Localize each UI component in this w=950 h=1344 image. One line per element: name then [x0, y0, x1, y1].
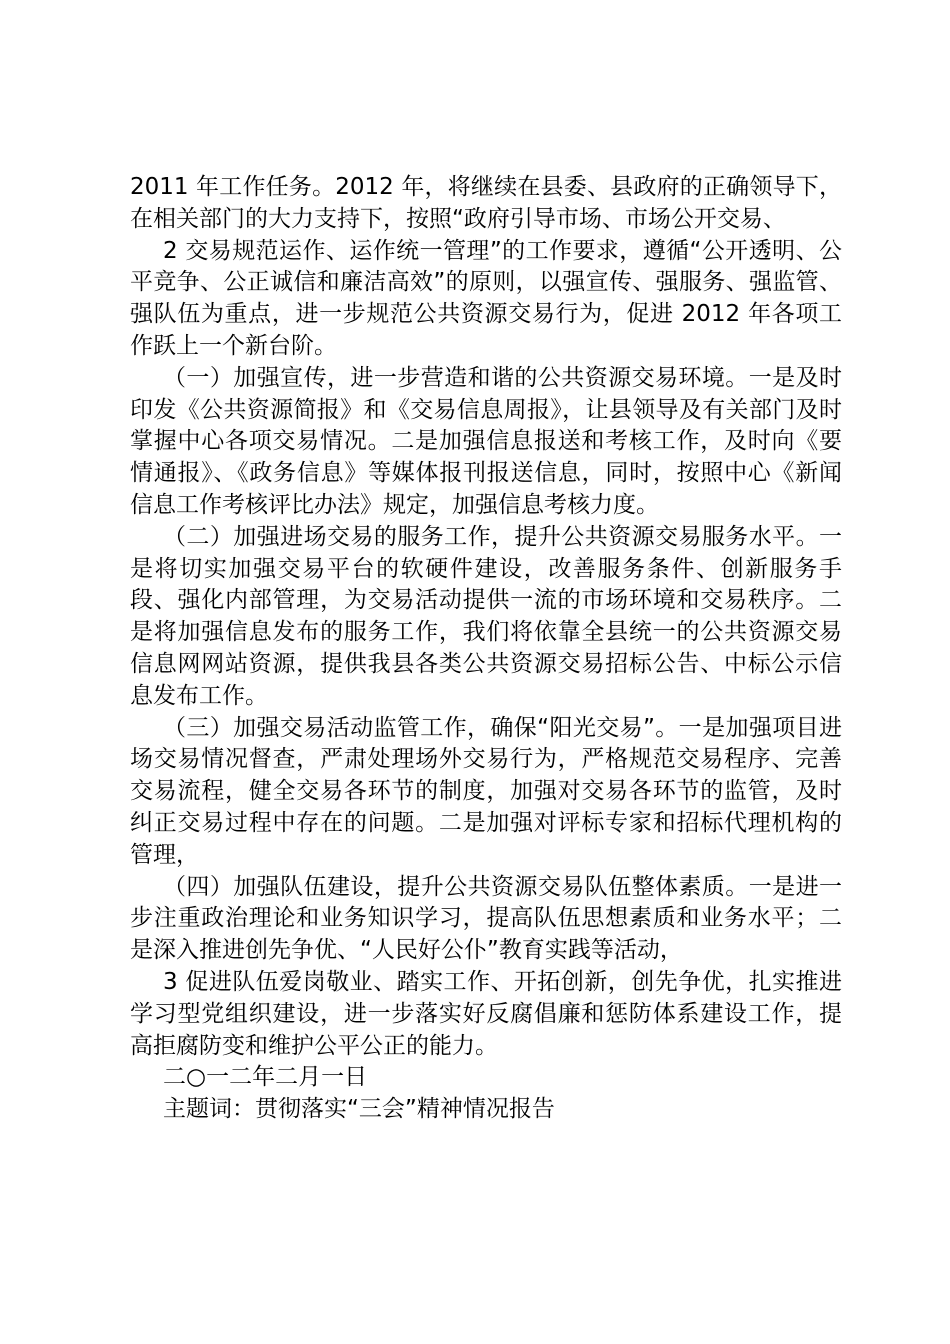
document-body: [130, 172, 842, 1126]
paragraph-section-one: （一）加强宣传，进一步营造和谐的公共资源交易环境。一是及时印发《公共资源简报》和《交易信息周报》，让县领导及有关部门及时掌握中心各项交易情况。二是加强信息报送和考核工作，及时向《要情通报》、《政务信息》等媒体报刊报送信息，同时，按照中心《新闻信息工作考核评比办法》规定，加强信息考核力度。: [130, 364, 842, 518]
document-keywords: 主题词：贯彻落实“三会”精神情况报告: [163, 1096, 555, 1123]
paragraph-team-building: 3 促进队伍爱岗敬业、踏实工作、开拓创新，创先争优，扎实推进学习型党组织建设，进一步落实好反腐倡廉和惩防体系建设工作，提高拒腐防变和维护公平公正的能力。: [130, 968, 842, 1059]
paragraph-work-requirements: 2 交易规范运作、运作统一管理”的工作要求，遵循“公开透明、公平竞争、公正诚信和廉洁高效”的原则，以强宣传、强服务、强监管、强队伍为重点，进一步规范公共资源交易行为，促进 2012 年各项工作跃上一个新台阶。: [130, 237, 842, 359]
paragraph-intro: 2011 年工作任务。2012 年，将继续在县委、县政府的正确领导下，在相关部门的大力支持下，按照“政府引导市场、市场公开交易、: [130, 174, 842, 232]
paragraph-section-two: （二）加强进场交易的服务工作，提升公共资源交易服务水平。一是将切实加强交易平台的软硬件建设，改善服务条件、创新服务手段、强化内部管理，为交易活动提供一流的市场环境和交易秩序。二是将加强信息发布的服务工作，我们将依靠全县统一的公共资源交易信息网网站资源，提供我县各类公共资源交易招标公告、中标公示信息发布工作。: [130, 523, 842, 709]
document-date: 二○一二年二月一日: [163, 1064, 368, 1091]
paragraph-section-three: （三）加强交易活动监管工作，确保“阳光交易”。一是加强项目进场交易情况督查，严肃处理场外交易行为，严格规范交易程序、完善交易流程，健全交易各环节的制度，加强对交易各环节的监管，及时纠正交易过程中存在的问题。二是加强对评标专家和招标代理机构的管理，: [130, 714, 842, 868]
paragraph-section-four: （四）加强队伍建设，提升公共资源交易队伍整体素质。一是进一步注重政治理论和业务知识学习，提高队伍思想素质和业务水平；二是深入推进创先争优、“人民好公仆”教育实践等活动，: [130, 873, 842, 964]
